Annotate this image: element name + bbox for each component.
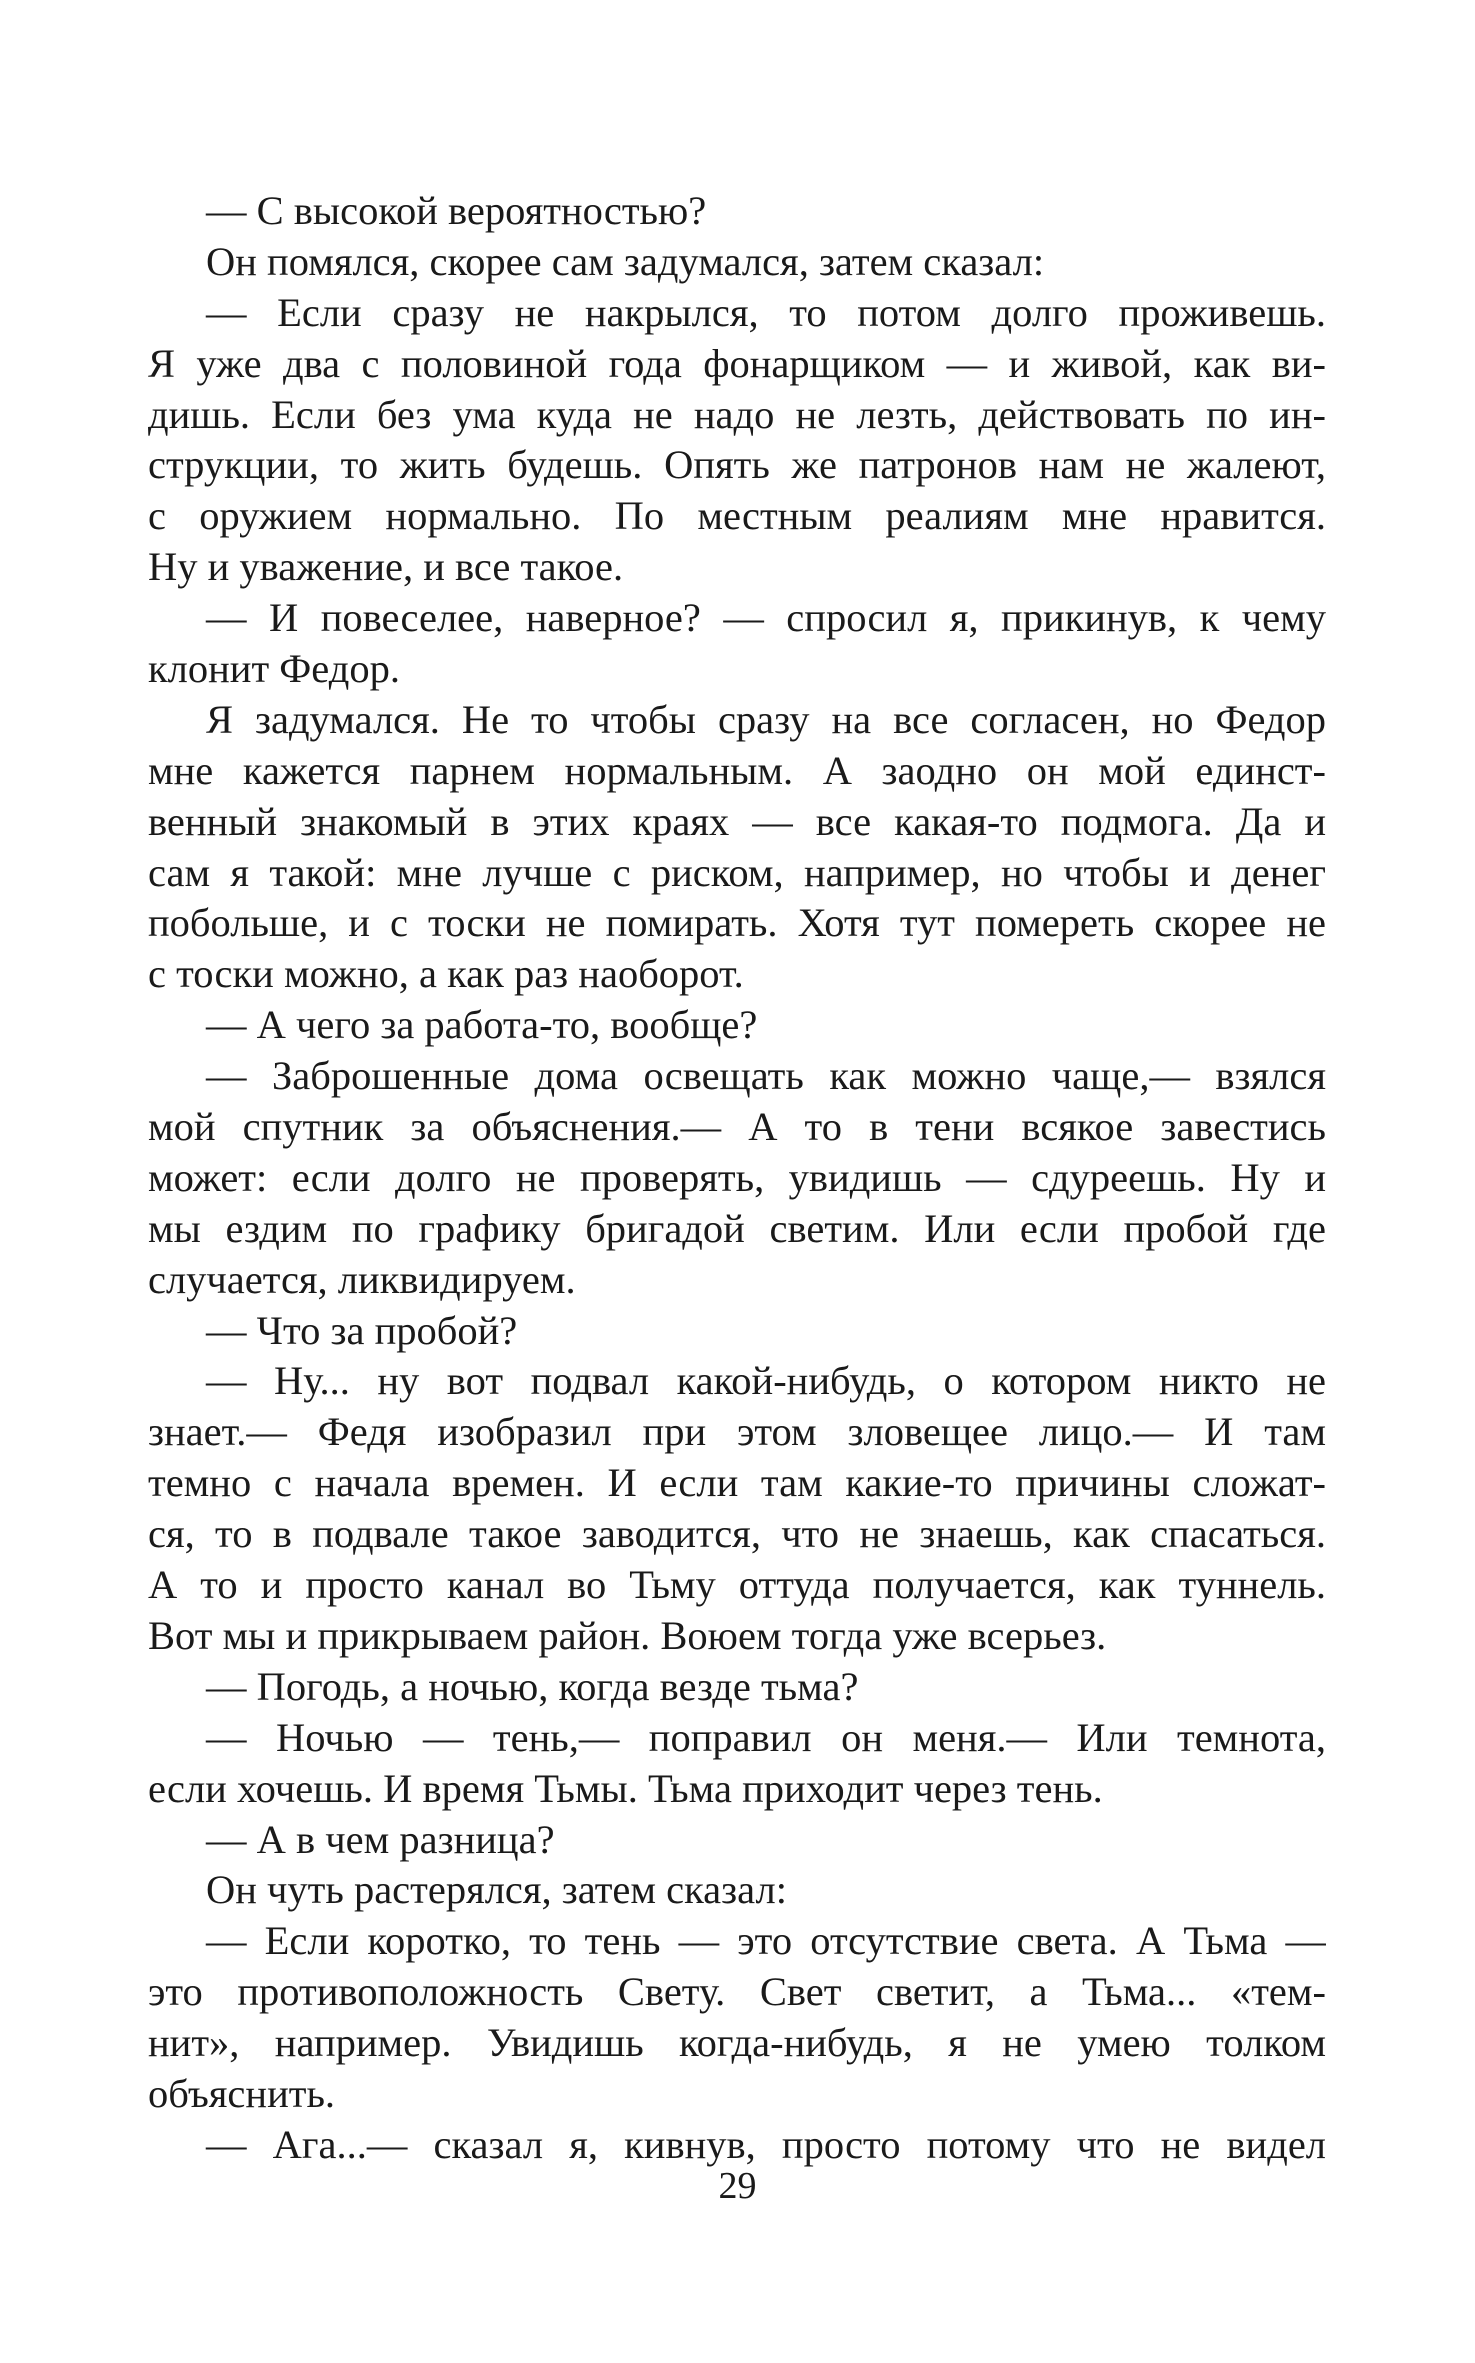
page-number: 29 [718, 2165, 757, 2207]
text-line: — Что за пробой? [206, 1307, 518, 1353]
text-line: Он чуть растерялся, затем сказал: [206, 1867, 787, 1913]
text-line: венный знакомый в этих краях — все какая-то подмога. Да и [148, 798, 1326, 844]
text-line: мы ездим по графику бригадой светим. Или если пробой где [148, 1205, 1326, 1251]
text-line: это противоположность Свету. Свет светит, а Тьма... «тем- [148, 1969, 1326, 2015]
text-line: Вот мы и прикрываем район. Воюем тогда уже всерьез. [148, 1612, 1107, 1658]
text-line: нит», например. Увидишь когда-нибудь, я не умею толком [148, 2020, 1326, 2066]
text-line: с оружием нормально. По местным реалиям мне нравится. [148, 493, 1326, 539]
text-line: с тоски можно, а как раз наоборот. [148, 951, 744, 997]
text-line: ся, то в подвале такое заводится, что не знаешь, как спасаться. [148, 1511, 1326, 1557]
text-line: если хочешь. И время Тьмы. Тьма приходит через тень. [148, 1765, 1103, 1811]
text-line: сам я такой: мне лучше с риском, например, но чтобы и денег [148, 849, 1326, 895]
text-line: Ну и уважение, и все такое. [148, 544, 624, 590]
text-line: клонит Федор. [148, 646, 400, 692]
text-line: может: если долго не проверять, увидишь — сдуреешь. Ну и [148, 1154, 1326, 1200]
text-line: струкции, то жить будешь. Опять же патронов нам не жалеют, [148, 442, 1326, 488]
text-line: побольше, и с тоски не помирать. Хотя тут помереть скорее не [148, 900, 1326, 946]
text-line: — Ночью — тень,— поправил он меня.— Или темнота, [206, 1714, 1326, 1760]
text-line: А то и просто канал во Тьму оттуда получается, как туннель. [148, 1562, 1326, 1608]
text-line: — Если сразу не накрылся, то потом долго проживешь. [206, 289, 1326, 335]
text-line: — Если коротко, то тень — это отсутствие света. А Тьма — [206, 1918, 1326, 1964]
body-text [148, 186, 1326, 2171]
text-line: Я задумался. Не то чтобы сразу на все согласен, но Федор [206, 696, 1326, 742]
text-line: знает.— Федя изобразил при этом зловещее лицо.— И там [148, 1409, 1326, 1455]
text-line: мне кажется парнем нормальным. А заодно он мой единст- [148, 747, 1326, 793]
text-line: Я уже два с половиной года фонарщиком — и живой, как ви- [148, 340, 1326, 386]
text-line: — И повеселее, наверное? — спросил я, прикинув, к чему [206, 595, 1326, 641]
text-line: темно с начала времен. И если там какие-то причины сложат- [148, 1460, 1326, 1506]
text-line: — Заброшенные дома освещать как можно чаще,— взялся [206, 1053, 1326, 1099]
text-line: объяснить. [148, 2070, 336, 2116]
text-line: — Ага...— сказал я, кивнув, просто потому что не видел [206, 2121, 1326, 2167]
text-line: — Погодь, а ночью, когда везде тьма? [206, 1663, 859, 1709]
text-line: Он помялся, скорее сам задумался, затем сказал: [206, 238, 1045, 284]
text-line: мой спутник за объяснения.— А то в тени всякое завестись [148, 1104, 1326, 1150]
text-line: — Ну... ну вот подвал какой-нибудь, о котором никто не [206, 1358, 1326, 1404]
text-line: — С высокой вероятностью? [206, 188, 707, 233]
text-line: случается, ликвидируем. [148, 1256, 576, 1302]
text-line: дишь. Если без ума куда не надо не лезть, действовать по ин- [148, 391, 1326, 437]
text-line: — А в чем разница? [206, 1816, 555, 1862]
text-line: — А чего за работа-то, вообще? [206, 1002, 758, 1048]
